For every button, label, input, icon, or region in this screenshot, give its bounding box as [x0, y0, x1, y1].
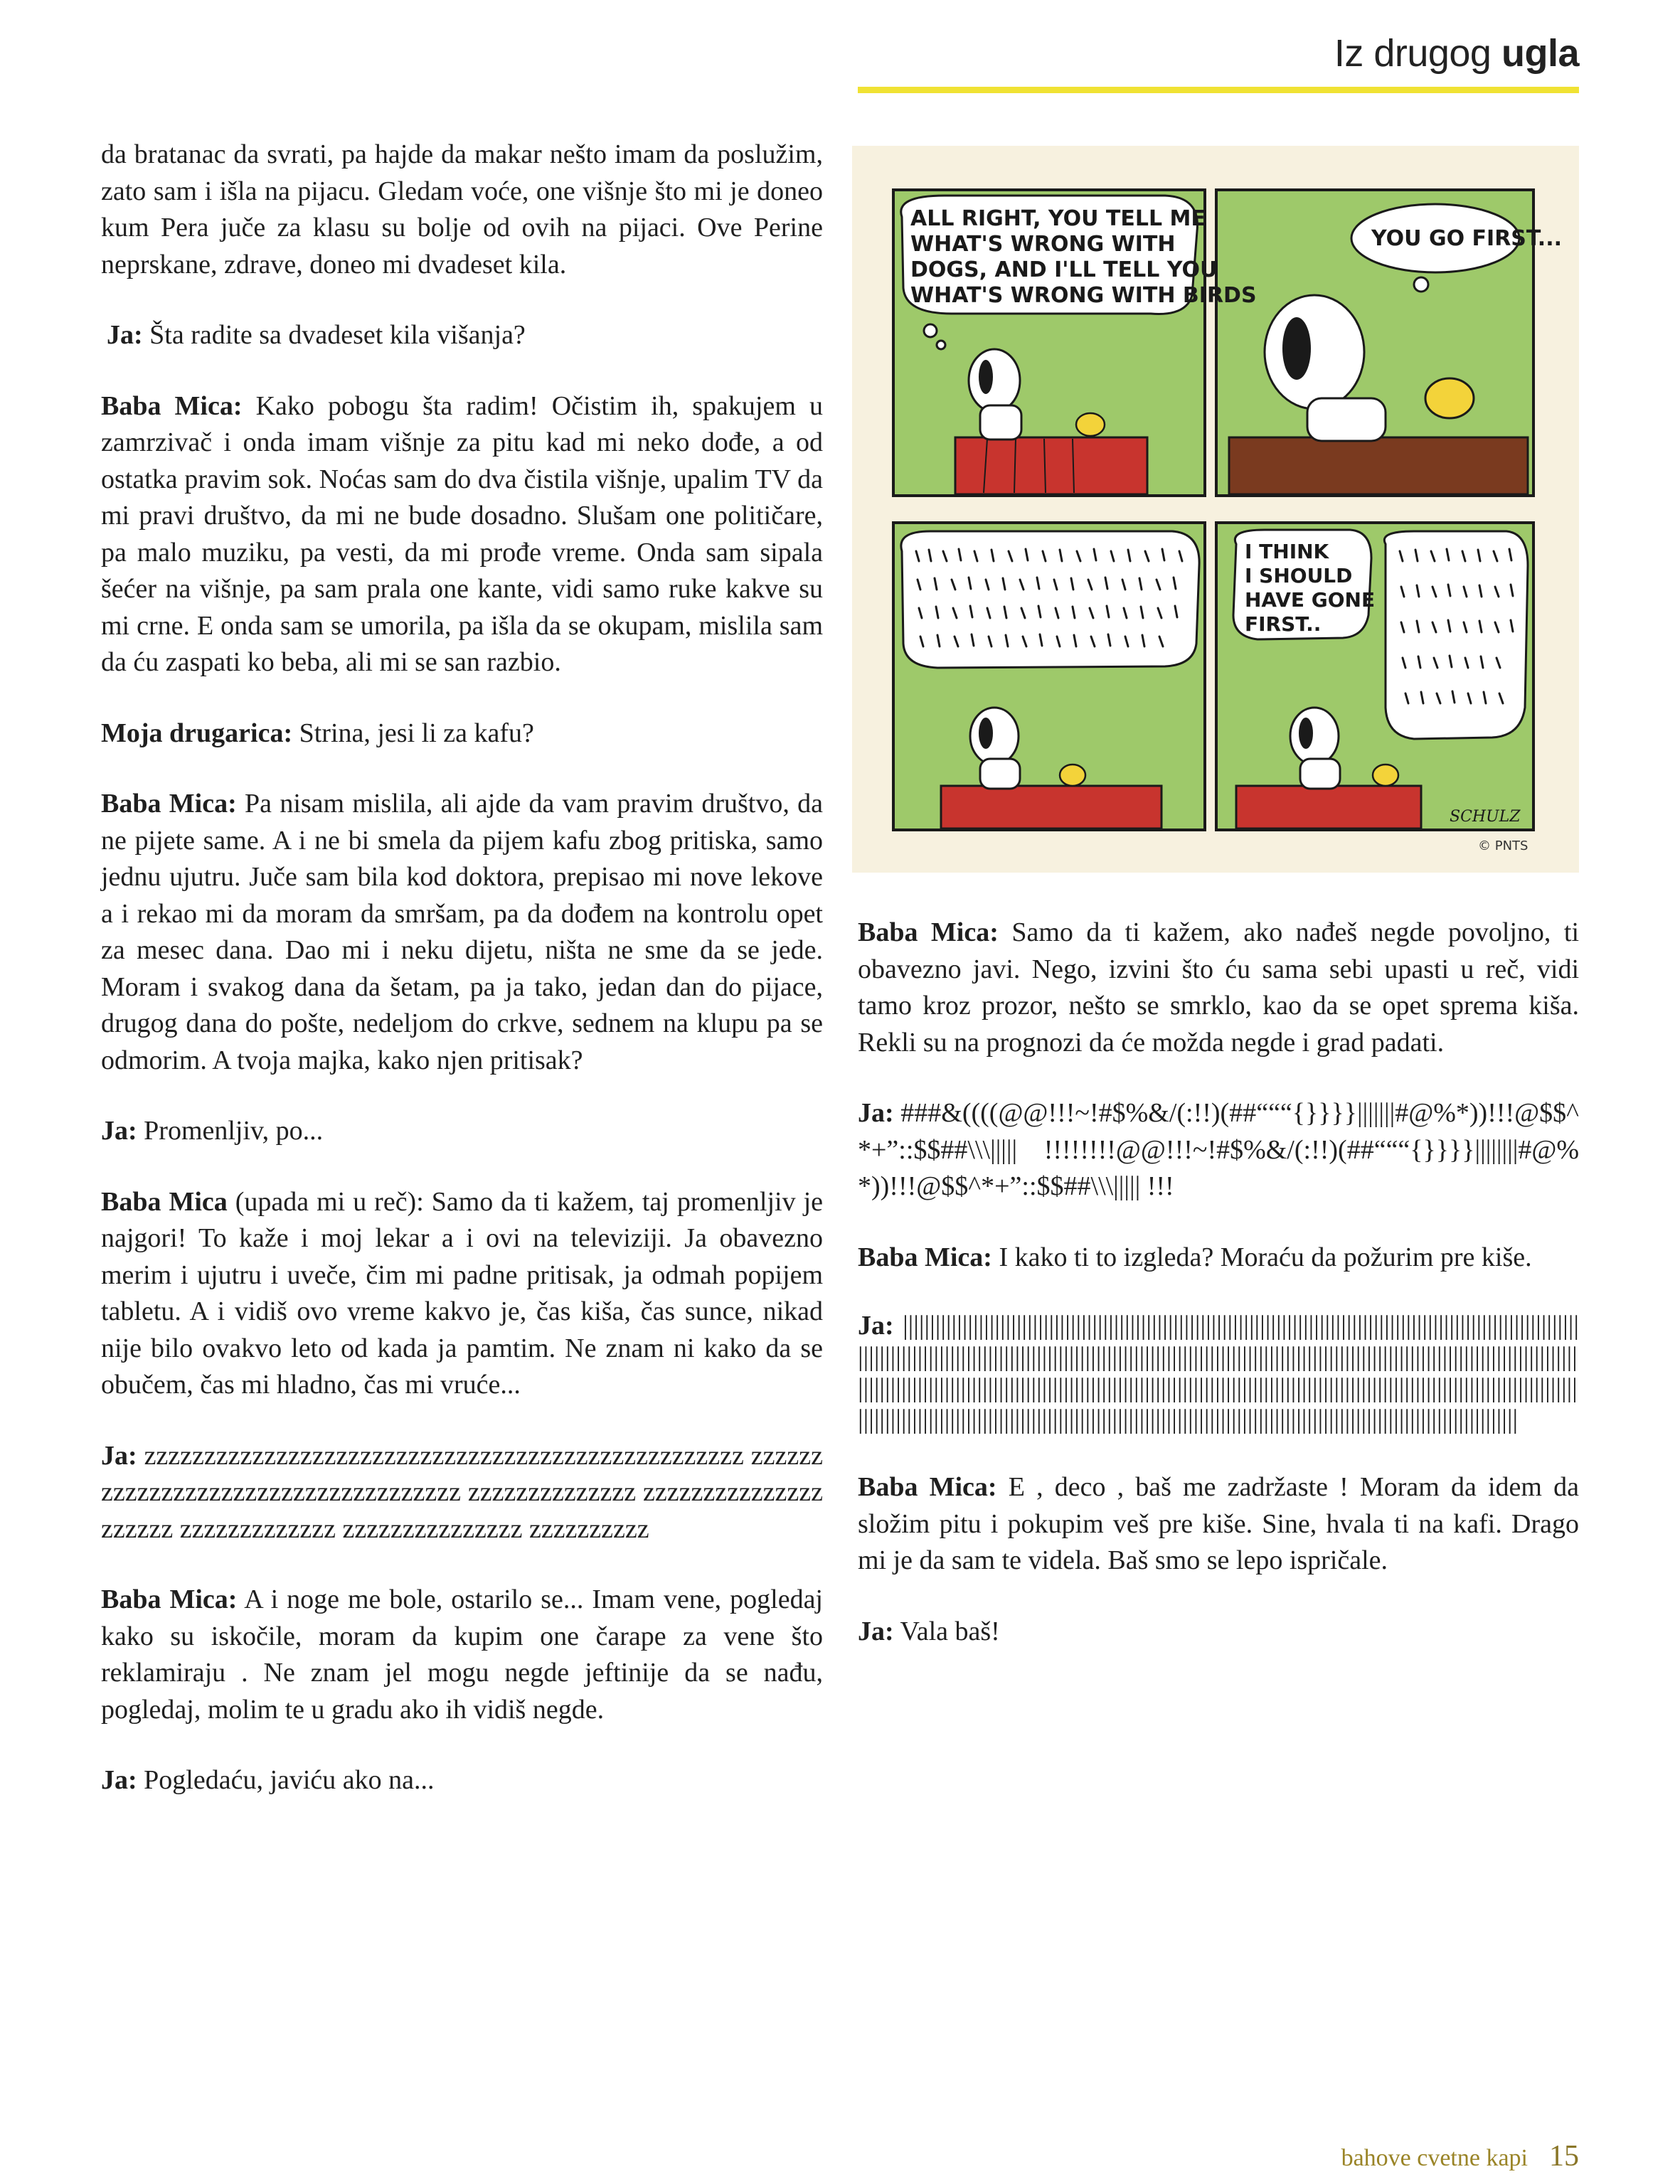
comic-text-line: HAVE GONE: [1245, 588, 1376, 612]
speaker-label: Baba Mica:: [101, 390, 243, 421]
speaker-label: Ja:: [107, 320, 143, 350]
page-number: 15: [1549, 2140, 1579, 2173]
paragraph: Ja: Promenljiv, po...: [101, 1116, 324, 1146]
paragraph: Ja: |||||||||||||||||||||||||||||||||||||||||||||||||||||||||||||||||||||||||||||||||||||||||||||||||||||||||||||||||||||||||||||||||||||||||||||||||||||||||||||||||||||||||||||||||||||||||||||||||||||||||||||||||||||||||||||||||||||||||||||||||||||||||||||||||||||||||||||||||||||||||||||||||||||||||||||||||||||||||||||||||||||||||||||||||||||||||||||||||||||||||||||||||||||||||||||||||||||||||||||||||||||||||||||||||||||||||||||||||||||||||||||||||||||||||||||||||||||||||||||||||||||||||||||||||||||||||||||||||: [858, 1311, 1579, 1434]
speaker-label: Baba Mica:: [858, 1472, 997, 1502]
speaker-label: Ja:: [101, 1440, 137, 1471]
speaker-label: Baba Mica: [101, 1186, 228, 1217]
paragraph: Ja: Vala baš!: [858, 1616, 1000, 1646]
speaker-label: Ja:: [101, 1765, 137, 1795]
paragraph: Ja: ###&((((@@!!!~!#$%&/(:!!)(##“““{}}}}|||||||#@%*))!!!@$$^*+”::$$##\\\||||| !!!!!!!!@@!!!~!#$%&/(:!!)(##“““{}}}}||||||||#@%*))!!!@$$^*+”::$$##\\\||||| !!!: [858, 1098, 1579, 1201]
comic-signature: SCHULZ: [1450, 808, 1521, 826]
comic-text-line: ALL RIGHT, YOU TELL ME: [910, 206, 1206, 231]
speaker-label: Ja:: [858, 1616, 894, 1646]
comic-copyright: © PNTS: [1478, 838, 1529, 853]
page-footer: [1341, 2139, 1579, 2173]
section-title: [1334, 31, 1579, 75]
header-rule: [858, 87, 1579, 93]
section-title-regular: Iz drugog: [1334, 32, 1492, 75]
paragraph: Ja: Šta radite sa dvadeset kila višanja?: [107, 320, 526, 350]
comic-text-line: WHAT'S WRONG WITH: [910, 232, 1176, 257]
paragraph: da bratanac da svrati, pa hajde da makar nešto imam da poslužim, zato sam i išla na pijacu. Gledam voće, one višnje što mi je doneo kum Pera juče za klasu su bolje od ovih na pijaci. Ove Perine neprskane, zdrave, doneo mi dvadeset kila.: [101, 139, 823, 279]
peanuts-comic-illustration: [852, 146, 1579, 873]
paragraph: Baba Mica (upada mi u reč): Samo da ti kažem, taj promenljiv je najgori! To kaže i moj lekar a i ovi na televiziji. Ja obavezno merim i ujutru i uveče, čim mi padne pritisak, ja odmah popijem tabletu. A i vidiš ovo vreme kakvo je, čas kiša, čas sunce, nikad nije bilo ovakvo leto od kada ja pamtim. Ne znam ni kako da se obučem, čas mi hladno, čas mi vruće...: [101, 1186, 823, 1400]
speaker-label: Ja:: [101, 1116, 137, 1146]
speaker-label: Baba Mica:: [858, 1242, 992, 1272]
comic-text-line: I THINK: [1245, 540, 1329, 563]
right-column: [858, 915, 1579, 1684]
left-column: [101, 137, 823, 1833]
paragraph: Baba Mica: E , deco , baš me zadržaste ! Moram da idem da složim pitu i pokupim veš pre kiše. Sine, hvala ti na kafi. Drago mi je da sam te videla. Baš smo se lepo ispričale.: [858, 1472, 1579, 1575]
paragraph: Baba Mica: Pa nisam mislila, ali ajde da vam pravim društvo, da ne pijete same. A i ne bi smela da pijem kafu zbog pritiska, samo jednu ujutru. Juče sam bila kod doktora, prepisao mi nove lekove a i rekao mi da moram da smršam, pa da dođem na kontrolu opet za mesec dana. Dao mi i neku dijetu, ništa ne sme da se jede. Moram i svakog dana da šetam, pa ja tako, jedan dan do pijace, drugog dana do pošte, nedeljom do crkve, sednem na klupu pa se odmorim. A tvoja majka, kako njen pritisak?: [101, 789, 823, 1075]
comic-text-line: YOU GO FIRST...: [1371, 226, 1562, 251]
paragraph: Baba Mica: Samo da ti kažem, ako nađeš negde povoljno, ti obavezno javi. Nego, izvini što ću sama sebi upasti u reč, vidi tamo kroz prozor, nešto se smrklo, kao da se opet sprema kiša. Rekli su na prognozi da će možda negde i grad padati.: [858, 917, 1579, 1058]
paragraph: Baba Mica: A i noge me bole, ostarilo se... Imam vene, pogledaj kako su iskočile, moram da kupim one čarape za vene što reklamiraju . Ne znam jel mogu negde jeftinije da se nađu, pogledaj, molim te u gradu ako ih vidiš negde.: [101, 1584, 823, 1725]
speaker-label: Baba Mica:: [101, 1584, 238, 1614]
comic-strip: [852, 146, 1579, 873]
speaker-label: Baba Mica:: [101, 789, 237, 819]
comic-text-line: WHAT'S WRONG WITH BIRDS: [910, 283, 1257, 308]
speaker-label: Moja drugarica:: [101, 718, 293, 748]
paragraph: Moja drugarica: Strina, jesi li za kafu?: [101, 718, 534, 748]
paragraph: Ja: Pogledaću, javiću ako na...: [101, 1765, 435, 1795]
paragraph: Baba Mica: I kako ti to izgleda? Moraću da požurim pre kiše.: [858, 1242, 1532, 1272]
speaker-label: Baba Mica:: [858, 917, 999, 947]
comic-text-line: DOGS, AND I'LL TELL YOU: [910, 257, 1218, 282]
comic-text-line: FIRST..: [1245, 612, 1322, 636]
paragraph: Ja: zzzzzzzzzzzzzzzzzzzzzzzzzzzzzzzzzzzzzzzzzzzzzzzzzz zzzzzzzzzzzzzzzzzzzzzzzzzzzzzzzzzzzz zzzzzzzzzzzzzz zzzzzzzzzzzzzzzzzzzzz zzzzzzzzzzzzz zzzzzzzzzzzzzzz zzzzzzzzzz: [101, 1440, 823, 1544]
speaker-label: Ja:: [858, 1098, 894, 1128]
speaker-label: Ja:: [858, 1311, 894, 1341]
section-title-bold: ugla: [1501, 32, 1579, 75]
publication-name: bahove cvetne kapi: [1341, 2145, 1528, 2171]
paragraph: Baba Mica: Kako pobogu šta radim! Očistim ih, spakujem u zamrzivač i onda imam višnje za pitu kad mi neko dođe, a od ostatka pravim sok. Noćas sam do dva čistila višnje, upalim TV da mi pravi društvo, da mi ne bude dosadno. Slušam one političare, pa malo muziku, pa vesti, da mi prođe vreme. Onda sam sipala šećer na višnje, pa sam prala one kante, vidi samo ruke kakve su mi crne. E onda sam se umorila, pa išla da se okupam, mislila sam da ću zaspati ko beba, ali mi se san razbio.: [101, 390, 823, 677]
comic-text-line: I SHOULD: [1245, 564, 1353, 587]
